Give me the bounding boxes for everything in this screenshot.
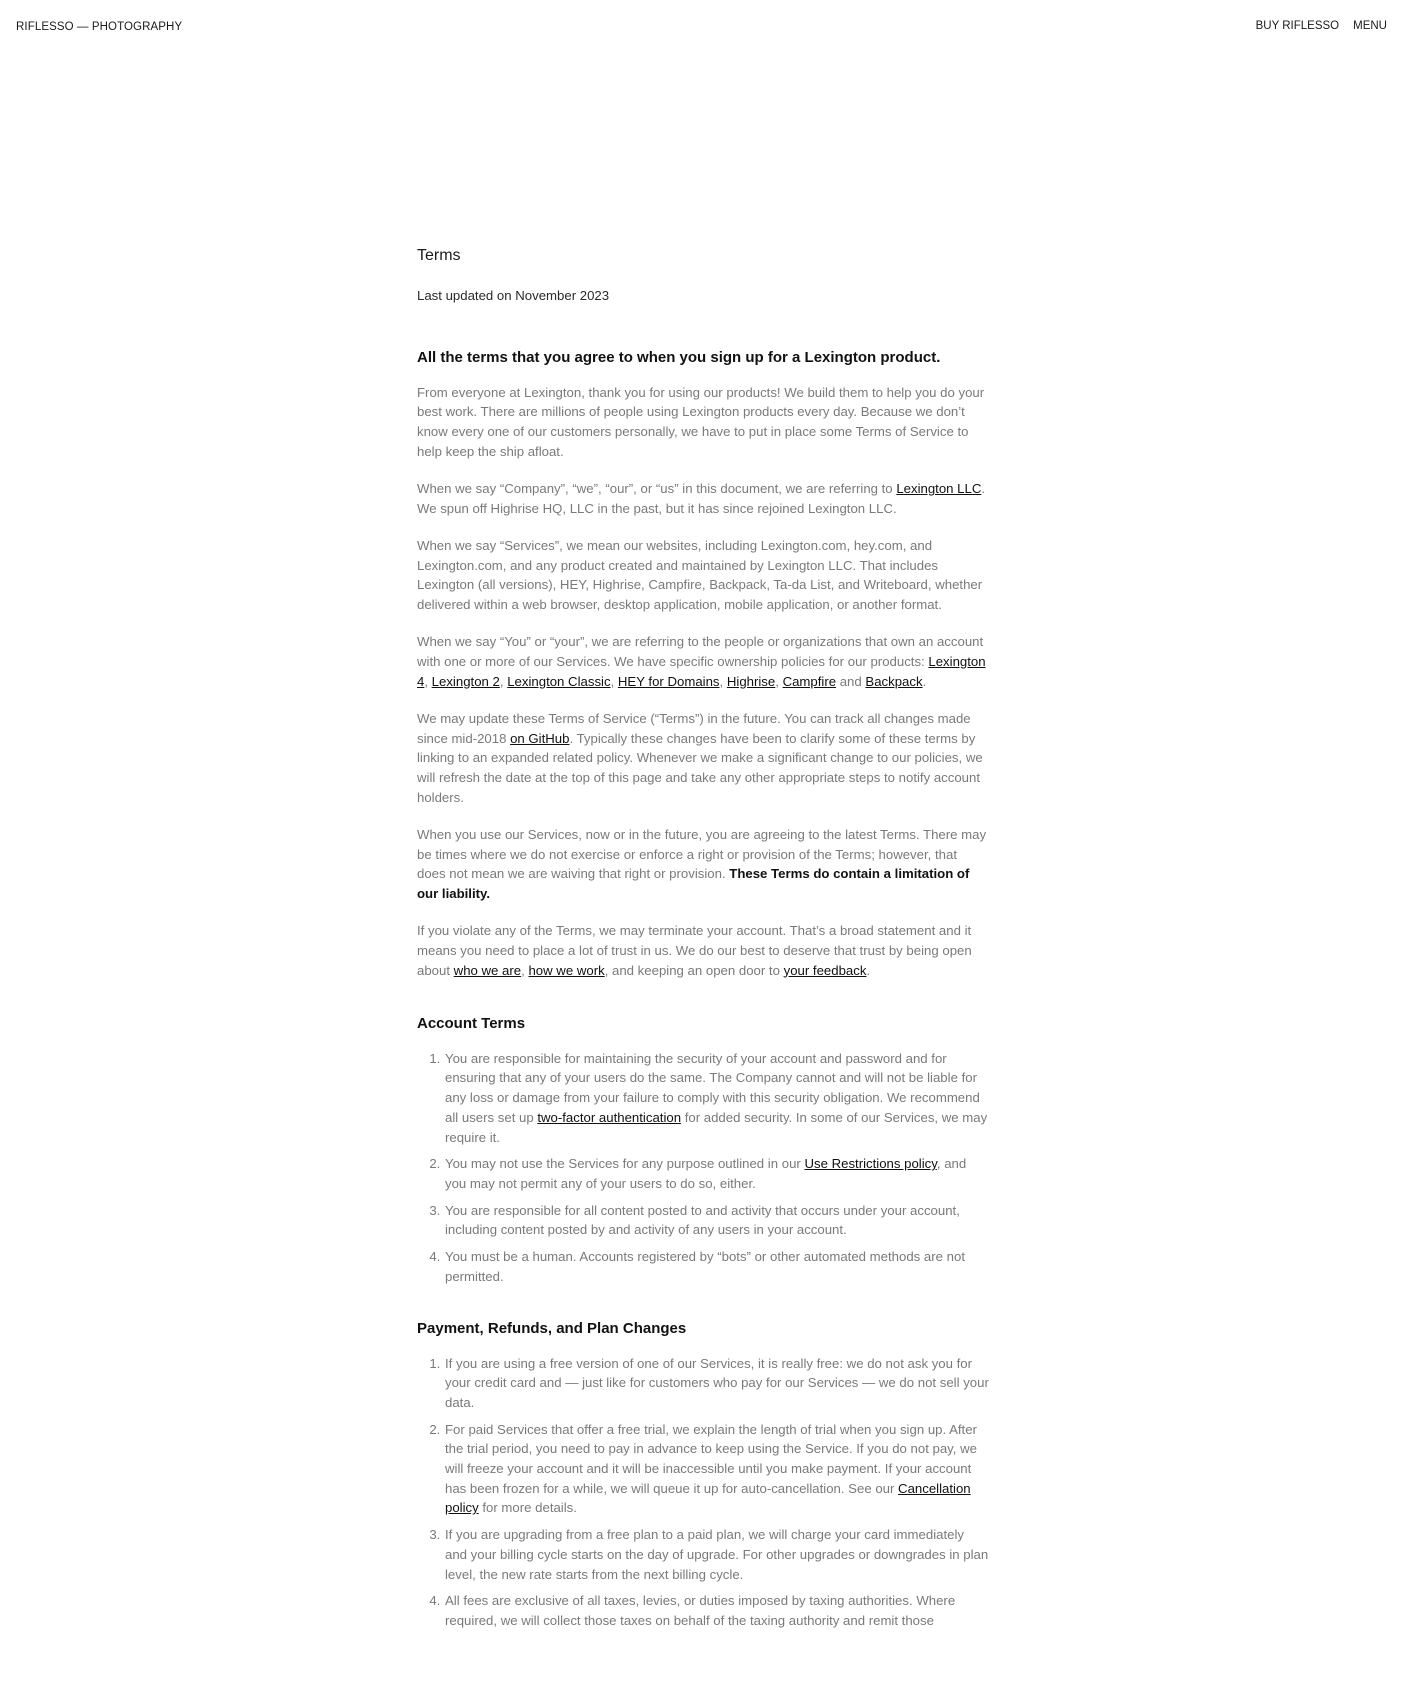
highrise-link[interactable]: Highrise [726, 673, 776, 689]
agreement-paragraph: When you use our Services, now or in the future, you are agreeing to the latest Terms. There may be times where we do not exercise or enforce a right or provision of the Terms; however, that does not mean we are waiving that right or provision. These Terms do contain a limitation of our liability. [417, 826, 987, 901]
top-nav [1256, 20, 1387, 32]
lexington-2-link[interactable]: Lexington 2 [431, 673, 500, 689]
how-we-work-link[interactable]: how we work [528, 962, 605, 978]
intro-heading: All the terms that you agree to when you sign up for a Lexington product. [417, 348, 941, 366]
list-item: 3. You are responsible for all content posted to and activity that occurs under your account, including content posted by and activity of any users in your account. [444, 1201, 989, 1240]
liability-notice: These Terms do contain a limitation of our liability. [417, 866, 970, 901]
two-factor-link[interactable]: two-factor authentication [537, 1109, 682, 1125]
last-updated: Last updated on November 2023 [417, 288, 610, 303]
list-item: 2. You may not use the Services for any purpose outlined in our Use Restrictions policy, and you may not permit any of your users to do so, either. [444, 1154, 989, 1193]
your-feedback-link[interactable]: your feedback [783, 962, 867, 978]
list-item: 3. If you are upgrading from a free plan to a paid plan, we will charge your card immediately and your billing cycle starts on the day of upgrade. For other upgrades or downgrades in plan level, the new rate starts from the next billing cycle. [444, 1525, 989, 1584]
cancellation-policy-link[interactable]: Cancellation policy [445, 1480, 971, 1516]
services-paragraph: When we say “Services”, we mean our websites, including Lexington.com, hey.com, and Lexington.com, and any product created and maintained by Lexington LLC. That includes Lexington (all versions), HEY, Highrise, Campfire, Backpack, Ta-da List, and Writeboard, whether delivered within a web browser, desktop application, mobile application, or another format. [417, 537, 983, 613]
company-paragraph: When we say “Company”, “we”, “our”, or “us” in this document, we are referring to Lexington LLC. We spun off Highrise HQ, LLC in the past, but it has since rejoined Lexington LLC. [417, 481, 986, 516]
violation-paragraph: If you violate any of the Terms, we may terminate your account. That’s a broad statement and it means you need to place a lot of trust in us. We do our best to deserve that trust by being open about who we are, how we work, and keeping an open door to your feedback. [417, 923, 972, 978]
list-item: 4. You must be a human. Accounts registered by “bots” or other automated methods are not permitted. [444, 1247, 989, 1286]
payment-list [417, 1354, 989, 1631]
list-item: 1. If you are using a free version of one of our Services, it is really free: we do not ask you for your credit card and — just like for customers who pay for our Services — we do not sell your data. [444, 1354, 989, 1413]
lexington-classic-link[interactable]: Lexington Classic [507, 673, 611, 689]
menu-button[interactable]: MENU [1353, 20, 1387, 32]
page-title: Terms [417, 247, 461, 264]
use-restrictions-link[interactable]: Use Restrictions policy [804, 1156, 937, 1172]
top-bar [0, 0, 1404, 56]
buy-riflesso-link[interactable]: BUY RIFLESSO [1255, 20, 1340, 32]
intro-paragraph: From everyone at Lexington, thank you for using our products! We build them to help you do your best work. There are millions of people using Lexington products every day. Because we don’t know every one of our customers personally, we have to put in place some Terms of Service to help keep the ship afloat. [417, 384, 985, 459]
you-paragraph: When we say “You” or “your”, we are referring to the people or organizations that own an account with one or more of our Services. We have specific ownership policies for our products: Lexington 4, Lexington 2, Lexington Classic, HEY for Domains, Highrise, Campfire and Backpack. [417, 634, 986, 689]
account-terms-heading: Account Terms [417, 1014, 526, 1032]
lexington-llc-link[interactable]: Lexington LLC [896, 481, 982, 497]
backpack-link[interactable]: Backpack [865, 673, 923, 689]
site-brand[interactable]: RIFLESSO — PHOTOGRAPHY [16, 21, 183, 33]
campfire-link[interactable]: Campfire [782, 673, 837, 689]
hey-for-domains-link[interactable]: HEY for Domains [617, 673, 720, 689]
payment-heading: Payment, Refunds, and Plan Changes [417, 1319, 687, 1337]
terms-content [417, 246, 989, 1663]
lexington-4-link[interactable]: Lexington 4 [417, 653, 986, 689]
account-terms-list [417, 1049, 989, 1287]
github-link[interactable]: on GitHub [510, 730, 570, 746]
who-we-are-link[interactable]: who we are [453, 962, 522, 978]
list-item: 4. All fees are exclusive of all taxes, levies, or duties imposed by taxing authorities. Where required, we will collect those taxes on behalf of the taxing authority and remit those [444, 1591, 989, 1630]
updates-paragraph: We may update these Terms of Service (“Terms”) in the future. You can track all changes made since mid-2018 on GitHub. Typically these changes have been to clarify some of these terms by linking to an expanded related policy. Whenever we make a significant change to our policies, we will refresh the date at the top of this page and take any other appropriate steps to notify account holders. [417, 710, 983, 805]
list-item: 2. For paid Services that offer a free trial, we explain the length of trial when you sign up. After the trial period, you need to pay in advance to keep using the Service. If you do not pay, we will freeze your account and it will be inaccessible until you make payment. If your account has been frozen for a while, we will queue it up for auto-cancellation. See our Cancellation policy for more details. [444, 1420, 989, 1519]
list-item: 1. You are responsible for maintaining the security of your account and password and for ensuring that any of your users do the same. The Company cannot and will not be liable for any loss or damage from your failure to comply with this security obligation. We recommend all users set up two-factor authentication for added security. In some of our Services, we may require it. [444, 1049, 989, 1148]
